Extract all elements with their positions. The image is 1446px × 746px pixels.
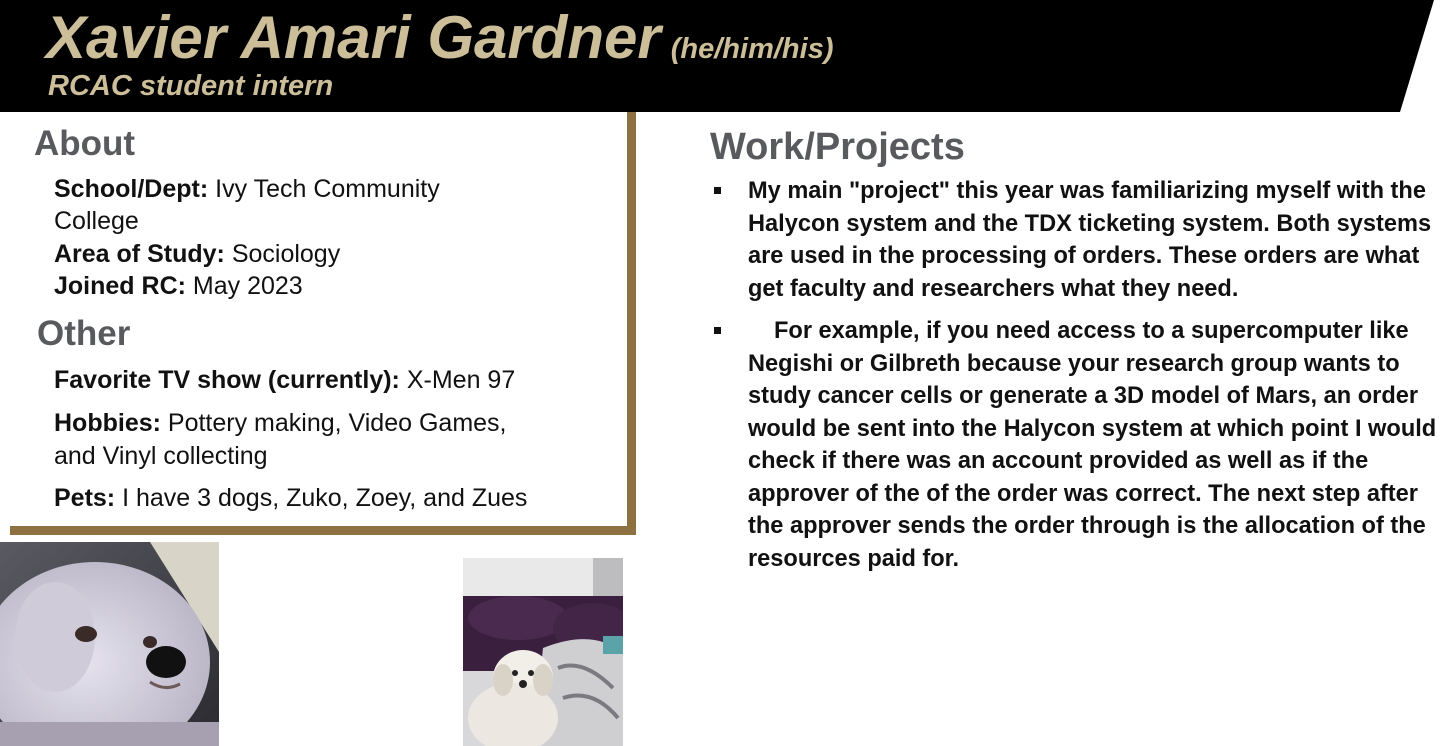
tv-label: Favorite TV show (currently): [54, 366, 400, 394]
pets-label: Pets: [54, 484, 116, 512]
pets-info [54, 482, 614, 514]
work-bullet-list [712, 175, 1444, 585]
other-heading: Other [37, 314, 131, 353]
work-bullet-text: My main "project" this year was familiarizing myself with the Halycon system and the TDX ticketing system. Both systems are used in the processing of orders. These orders are what get faculty and researchers what they need. [748, 178, 1432, 302]
dog-photo-2 [463, 558, 623, 746]
school-info [54, 173, 484, 237]
hobbies-info [54, 407, 544, 473]
header-banner [0, 0, 1446, 112]
work-bullet-2 [712, 315, 1444, 575]
joined-value: May 2023 [192, 272, 303, 300]
work-bullet-text: For example, if you need access to a supercomputer like Negishi or Gilbreth because your research group wants to study cancer cells or generate a 3D model of Mars, an order would be sent into the Halycon system at which point I would check if there was an account provided as well as if the approver of the of the order was correct. The next step after the approver sends the order through is the allocation of the resources paid for. [748, 318, 1437, 572]
pronouns: (he/him/his) [670, 33, 834, 65]
hobbies-label: Hobbies: [54, 409, 161, 437]
tv-info [54, 364, 554, 396]
pets-value: I have 3 dogs, Zuko, Zoey, and Zues [122, 484, 528, 512]
about-heading: About [34, 124, 136, 163]
area-label: Area of Study: [54, 240, 225, 268]
hobbies-value: Pottery making, Video Games, and Vinyl collecting [54, 409, 507, 470]
area-value: Sociology [231, 240, 341, 268]
tv-value: X-Men 97 [406, 366, 516, 394]
work-bullet-1 [712, 175, 1444, 305]
school-value: Ivy Tech Community College [54, 175, 440, 235]
about-panel [10, 112, 636, 535]
work-heading: Work/Projects [710, 126, 965, 168]
area-info [54, 238, 554, 270]
job-title: RCAC student intern [48, 70, 334, 102]
bullet-square-icon [714, 187, 721, 194]
bullet-square-icon [714, 327, 721, 334]
joined-info [54, 270, 554, 302]
school-label: School/Dept: [54, 175, 209, 203]
name-text: Xavier Amari Gardner [46, 4, 661, 71]
joined-label: Joined RC: [54, 272, 186, 300]
dog-photo-1 [0, 542, 219, 746]
